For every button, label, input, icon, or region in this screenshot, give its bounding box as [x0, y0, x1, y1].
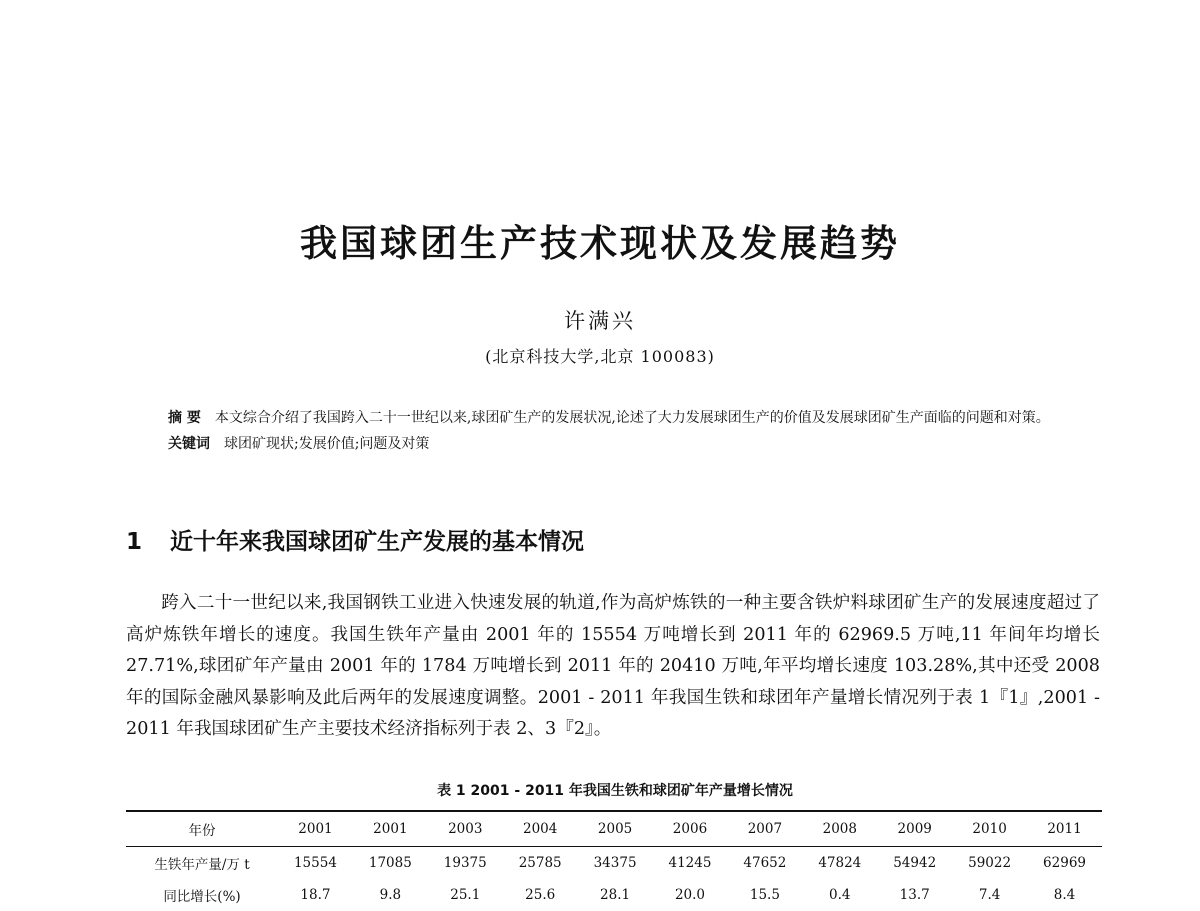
table-cell: 47824 [818, 855, 862, 871]
table-cell: 13.7 [899, 887, 930, 903]
table-row [126, 879, 1102, 911]
header-cell: 年份 [126, 811, 278, 847]
table-cell: 9.8 [379, 887, 402, 903]
table-cell: 7.4 [978, 887, 1001, 903]
table-cell: 25.1 [450, 887, 481, 903]
section-heading [126, 523, 584, 556]
paper-title: 我国球团生产技术现状及发展趋势 [300, 222, 900, 265]
abstract-text: 本文综合介绍了我国跨入二十一世纪以来,球团矿生产的发展状况,论述了大力发展球团生产的价值及发展球团矿生产面临的问题和对策。 [214, 410, 1050, 426]
author: 许满兴 [564, 309, 636, 333]
table-caption: 表 1 2001 - 2011 年我国生铁和球团矿年产量增长情况 [437, 783, 793, 799]
body-paragraph: 跨入二十一世纪以来,我国钢铁工业进入快速发展的轨道,作为高炉炼铁的一种主要含铁炉料球团矿生产的发展速度超过了高炉炼铁年增长的速度。我国生铁年产量由 2001 年的 15554 万吨增长到 2011 年的 62969.5 万吨,11 年间年均增长 27.71%,球团矿年产量由 2001 年的 1784 万吨增长到 2011 年的 20410 万吨,年平均增长速度 103.28%,其中还受 2008 年的国际金融风暴影响及此后两年的发展速度调整。2001 - 2011 年我国生铁和球团年产量增长情况列于表 1『1』,2001 - 2011 年我国球团矿生产主要技术经济指标列于表 2、3『2』。 [126, 593, 1100, 739]
table-cell: 生铁年产量/万 t [154, 857, 250, 873]
header-cell: 2008 [802, 811, 877, 847]
table-cell: 54942 [893, 855, 937, 871]
header-cell: 2001 [353, 811, 428, 847]
header-cell: 2003 [428, 811, 503, 847]
table-cell: 28.1 [600, 887, 631, 903]
header-cell: 2006 [653, 811, 728, 847]
table-row [126, 847, 1102, 880]
table-cell: 62969 [1043, 855, 1086, 871]
keywords-text: 球团矿现状;发展价值;问题及对策 [224, 436, 430, 452]
abstract [168, 405, 1068, 431]
header-cell: 2005 [578, 811, 653, 847]
keywords [168, 431, 1068, 457]
header-cell: 2009 [877, 811, 952, 847]
table-cell: 0.4 [829, 887, 851, 903]
abstract-block [168, 405, 1068, 457]
table-cell: 25.6 [525, 887, 556, 903]
table-cell: 15554 [293, 855, 337, 871]
production-table [126, 810, 1102, 911]
table-cell: 20.0 [674, 887, 706, 903]
table-cell: 17085 [368, 855, 412, 871]
table-cell: 同比增长(%) [163, 889, 241, 905]
table-cell: 25785 [518, 855, 562, 871]
table-cell: 59022 [968, 855, 1012, 871]
affiliation: (北京科技大学,北京 100083) [485, 347, 715, 366]
keywords-label: 关键词 [168, 436, 210, 452]
abstract-label: 摘 要 [168, 410, 201, 426]
section-title: 近十年来我国球团矿生产发展的基本情况 [170, 529, 584, 555]
table-cell: 47652 [743, 855, 787, 871]
table-cell: 19375 [443, 855, 487, 871]
table-cell: 18.7 [300, 887, 331, 903]
table-cell: 34375 [593, 855, 637, 871]
table-cell: 41245 [668, 855, 712, 871]
header-cell: 2010 [952, 811, 1027, 847]
header-cell: 2004 [503, 811, 578, 847]
header-cell: 2011 [1027, 811, 1102, 847]
header-cell: 2007 [727, 811, 802, 847]
table-cell: 15.5 [749, 887, 780, 903]
table-cell: 8.4 [1053, 887, 1076, 903]
table-header-row [126, 811, 1102, 847]
header-cell: 2001 [278, 811, 353, 847]
section-number: 1 [126, 529, 143, 555]
